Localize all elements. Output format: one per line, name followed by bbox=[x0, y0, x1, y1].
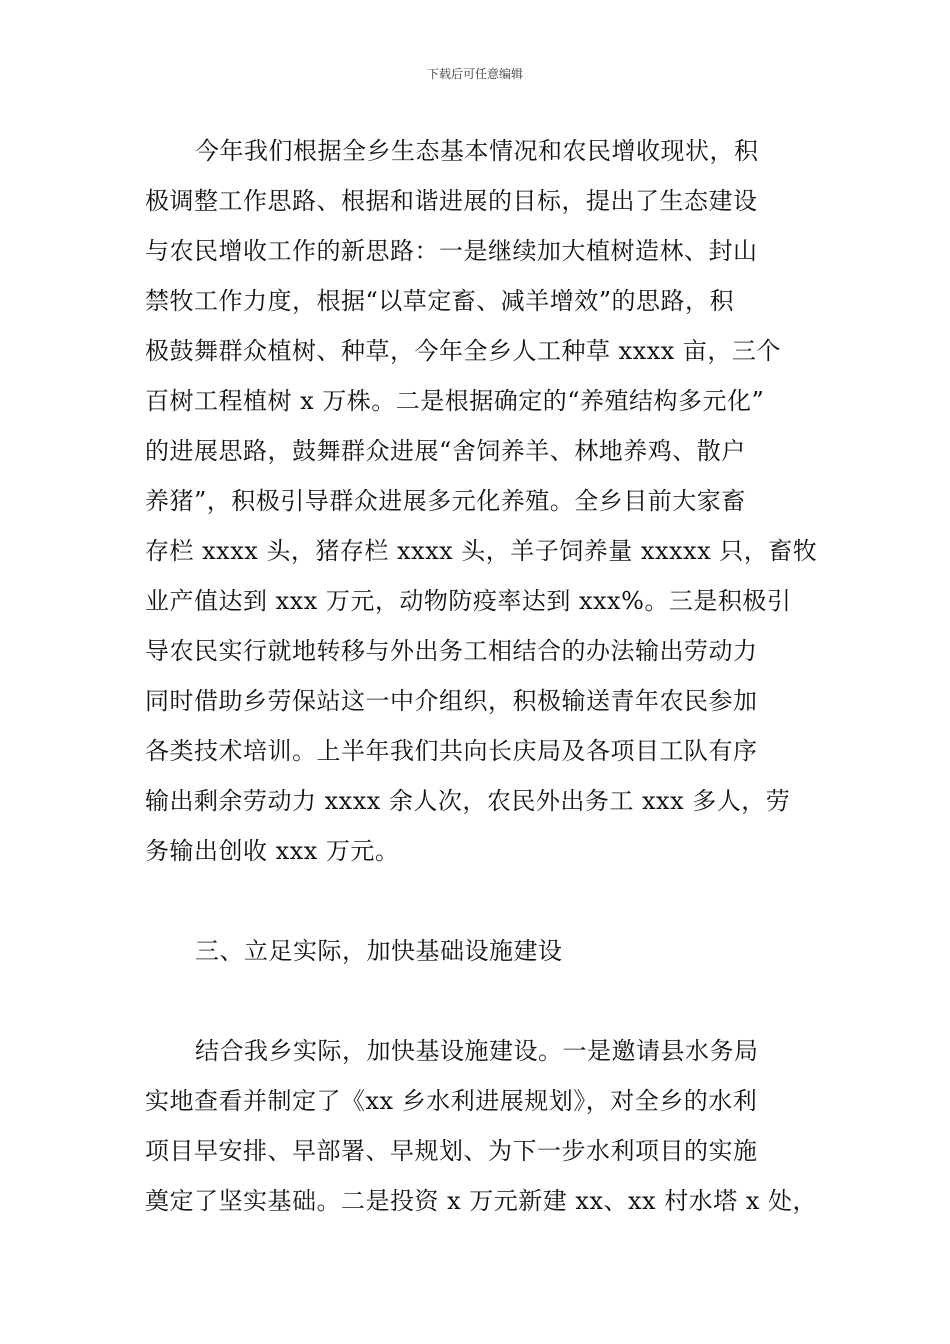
paragraph-line: 同时借助乡劳保站这一中介组织，积极输送青年农民参加 bbox=[145, 687, 758, 715]
paragraph-spacer bbox=[145, 876, 810, 926]
section-heading: 三、立足实际，加快基础设施建设 bbox=[195, 937, 563, 965]
paragraph-spacer bbox=[145, 976, 810, 1026]
paragraph-line: 结合我乡实际，加快基设施建设。一是邀请县水务局 bbox=[195, 1037, 759, 1065]
paragraph-line: 输出剩余劳动力 xxxx 余人次，农民外出务工 xxx 多人，劳 bbox=[145, 787, 791, 815]
paragraph-line: 存栏 xxxx 头，猪存栏 xxxx 头，羊子饲养量 xxxxx 只，畜牧 bbox=[145, 537, 818, 565]
paragraph-line: 的进展思路，鼓舞群众进展“舍饲养羊、林地养鸡、散户 bbox=[145, 437, 746, 465]
paragraph-line: 极调整工作思路、根据和谐进展的目标，提出了生态建设 bbox=[145, 187, 758, 215]
paragraph-line: 极鼓舞群众植树、种草，今年全乡人工种草 xxxx 亩，三个 bbox=[145, 337, 781, 365]
paragraph-infrastructure bbox=[145, 1026, 817, 1226]
paragraph-ecology-income bbox=[145, 126, 818, 876]
paragraph-line: 务输出创收 xxx 万元。 bbox=[145, 837, 400, 865]
paragraph-line: 奠定了坚实基础。二是投资 x 万元新建 xx、xx 村水塔 x 处， bbox=[145, 1187, 817, 1215]
paragraph-line: 今年我们根据全乡生态基本情况和农民增收现状，积 bbox=[195, 137, 759, 165]
paragraph-line: 禁牧工作力度，根据“以草定畜、减羊增效”的思路，积 bbox=[145, 287, 735, 315]
paragraph-line: 养猪”，积极引导群众进展多元化养殖。全乡目前大家畜 bbox=[145, 487, 746, 515]
paragraph-line: 导农民实行就地转移与外出务工相结合的办法输出劳动力 bbox=[145, 637, 758, 665]
paragraph-line: 项目早安排、早部署、早规划、为下一步水利项目的实施 bbox=[145, 1137, 758, 1165]
page-header: 下载后可任意编辑 bbox=[426, 67, 523, 81]
paragraph-line: 各类技术培训。上半年我们共向长庆局及各项目工队有序 bbox=[145, 737, 758, 765]
paragraph-line: 百树工程植树 x 万株。二是根据确定的“养殖结构多元化” bbox=[145, 387, 765, 415]
paragraph-line: 业产值达到 xxx 万元，动物防疫率达到 xxx%。三是积极引 bbox=[145, 587, 792, 615]
paragraph-line: 实地查看并制定了《xx 乡水利进展规划》，对全乡的水利 bbox=[145, 1087, 758, 1115]
document-body bbox=[145, 126, 818, 1226]
paragraph-line: 与农民增收工作的新思路：一是继续加大植树造林、封山 bbox=[145, 237, 758, 265]
